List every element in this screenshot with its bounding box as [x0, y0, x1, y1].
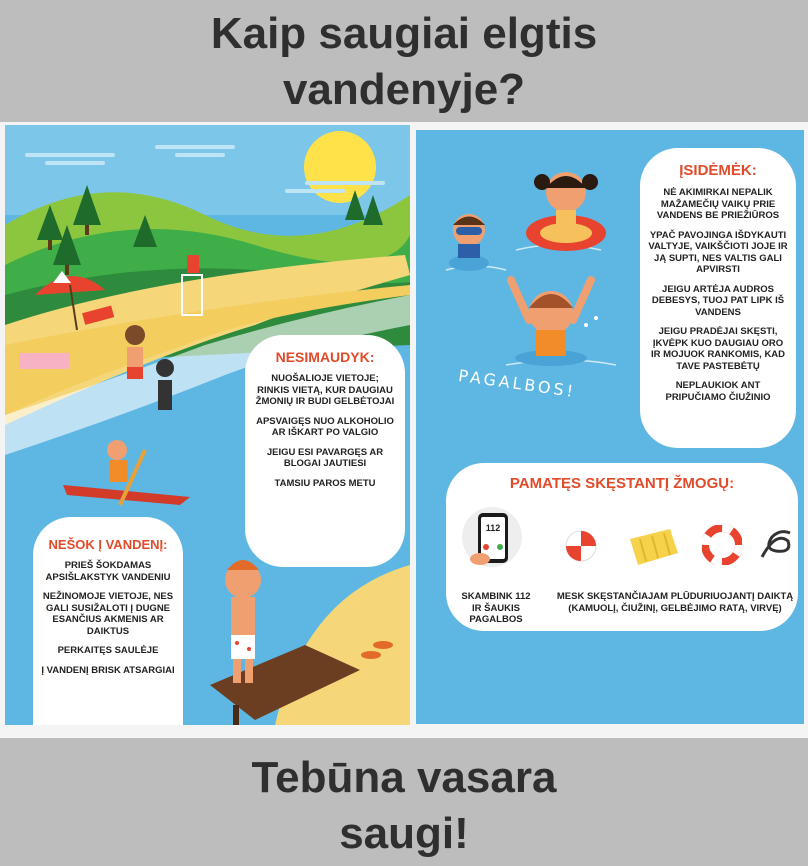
pamates-card — [446, 463, 798, 631]
phone-number: 112 — [485, 523, 501, 533]
phone-icon — [458, 503, 522, 573]
footer-line1: Tebūna vasara — [251, 753, 557, 802]
nesimaudyk-item: APSVAIGĘS NUO ALKOHOLIO AR IŠKART PO VALGIO — [256, 415, 394, 438]
call-caption-line2: IR ŠAUKIS PAGALBOS — [469, 602, 523, 625]
isidemek-title: ĮSIDĖMĖK: — [679, 162, 757, 179]
right-panel — [416, 130, 804, 724]
footer-line2: saugi! — [339, 809, 469, 858]
nesok-item: PRIEŠ ŠOKDAMAS APSIŠLAKSTYK VANDENIU — [45, 560, 171, 583]
throw-caption-line2: (KAMUOLĮ, ČIUŽINĮ, GELBĖJIMO RATĄ, VIRVĘ) — [568, 602, 782, 614]
nesok-item: Į VANDENĮ BRISK ATSARGIAI — [41, 664, 175, 676]
header-banner — [0, 0, 808, 122]
nesimaudyk-card — [245, 335, 405, 567]
nesimaudyk-item: NUOŠALIOJE VIETOJE; RINKIS VIETĄ, KUR DAUGIAU ŽMONIŲ IR BUDI GELBĖTOJAI — [255, 373, 395, 407]
pamates-title: PAMATĘS SKĘSTANTĮ ŽMOGŲ: — [509, 475, 735, 492]
beach-ball-icon — [564, 529, 598, 568]
nesimaudyk-item: TAMSIU PAROS METU — [274, 477, 376, 489]
footer-banner — [0, 738, 808, 866]
nesok-item: PERKAITĘS SAULĖJE — [57, 645, 159, 656]
nesok-card — [33, 517, 183, 725]
nesimaudyk-title: NESIMAUDYK: — [275, 349, 375, 365]
isidemek-item: YPAČ PAVOJINGA IŠDYKAUTI VALTYJE, VAIKŠČIOTI JOJE IR JĄ SUPTI, NES VALTIS GALI APVIRSTI — [648, 229, 788, 275]
page-title-line2: vandenyje? — [282, 65, 526, 114]
isidemek-item: NEPLAUKIOK ANT PRIPUČIAMO ČIUŽINIO — [665, 380, 771, 403]
isidemek-item: JEIGU PRADĖJAI SKĘSTI, ĮKVĖPK KUO DAUGIAU ORO IR MOJUOK RANKOMIS, KAD TAVE PASTEBĖTŲ — [650, 326, 786, 372]
nesimaudyk-item: JEIGU ESI PAVARGĘS AR BLOGAI JAUTIESI — [266, 446, 384, 469]
air-mattress-icon — [626, 527, 682, 572]
lifebuoy-icon — [702, 525, 742, 570]
call-caption-line1: SKAMBINK 112 — [461, 591, 531, 602]
isidemek-card — [640, 148, 796, 448]
swimming-kids-illustration — [416, 130, 646, 410]
nesok-title: NEŠOK Į VANDENĮ: — [48, 537, 168, 552]
page-title-line1: Kaip saugiai elgtis — [210, 9, 598, 58]
throw-caption — [552, 591, 798, 614]
pagalbos-text: PAGALBOS! — [457, 365, 578, 402]
rope-icon — [758, 527, 794, 568]
isidemek-item: JEIGU ARTĖJA AUDROS DEBESYS, TUOJ PAT LIPK IŠ VANDENS — [651, 283, 785, 318]
call-caption — [446, 591, 546, 626]
throw-caption-line1: MESK SKĘSTANČIAJAM PLŪDURIUOJANTĮ DAIKTĄ — [556, 591, 794, 602]
isidemek-item: NĖ AKIMIRKAI NEPALIK MAŽAMEČIŲ VAIKŲ PRIE VANDENS BE PRIEŽIŪROS — [656, 187, 780, 221]
nesok-item: NEŽINOMOJE VIETOJE, NES GALI SUSIŽALOTI Į DUGNE ESANČIUS AKMENIS AR DAIKTUS — [42, 591, 174, 637]
left-panel — [5, 125, 410, 725]
